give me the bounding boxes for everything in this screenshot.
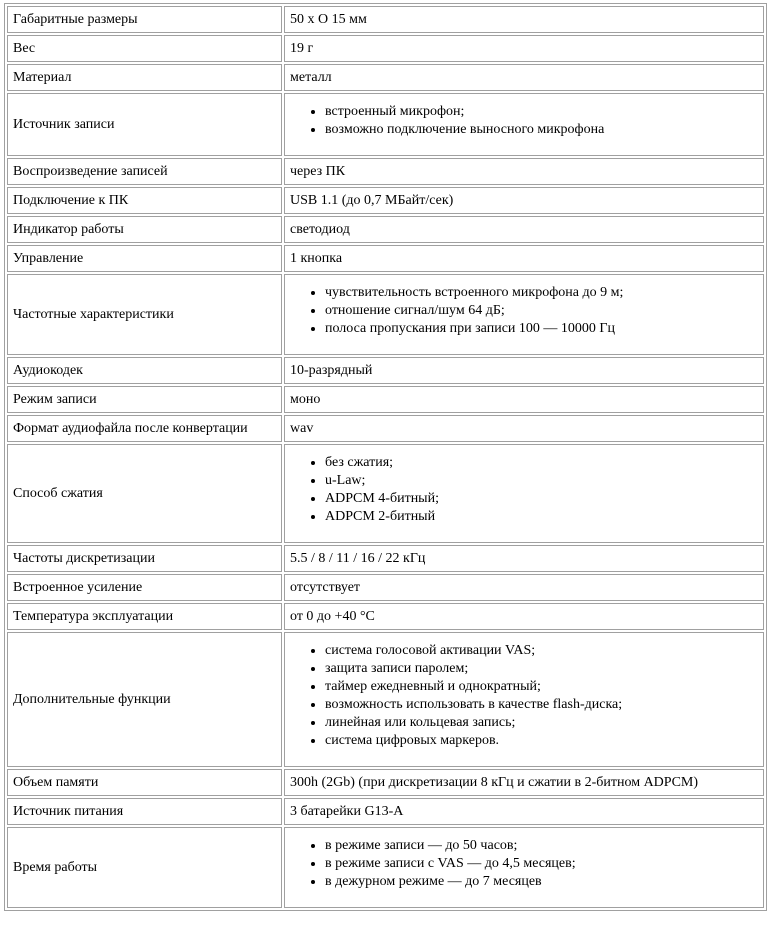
list-item: • в режиме записи — до 50 часов; — [325, 837, 758, 855]
spec-value: 3 батарейки G13-A — [284, 798, 764, 825]
spec-label: Индикатор работы — [7, 216, 282, 243]
spec-value: USB 1.1 (до 0,7 МБайт/сек) — [284, 187, 764, 214]
spec-value: моно — [284, 386, 764, 413]
spec-value-list — [290, 837, 758, 891]
specifications-body — [7, 6, 764, 908]
spec-label: Управление — [7, 245, 282, 272]
spec-value: через ПК — [284, 158, 764, 185]
spec-label: Источник записи — [7, 93, 282, 156]
spec-value: 5.5 / 8 / 11 / 16 / 22 кГц — [284, 545, 764, 572]
spec-label: Источник питания — [7, 798, 282, 825]
list-item: • линейная или кольцевая запись; — [325, 714, 758, 732]
spec-value-list — [290, 454, 758, 526]
table-row — [7, 158, 764, 185]
table-row — [7, 444, 764, 543]
spec-value-list — [290, 642, 758, 750]
specifications-table — [4, 3, 767, 911]
table-row — [7, 35, 764, 62]
list-item: • возможность использовать в качестве flash-диска; — [325, 696, 758, 714]
spec-label: Формат аудиофайла после конвертации — [7, 415, 282, 442]
table-row — [7, 545, 764, 572]
spec-value: отсутствует — [284, 574, 764, 601]
list-item: • система цифровых маркеров. — [325, 732, 758, 750]
spec-value — [284, 827, 764, 908]
spec-label: Способ сжатия — [7, 444, 282, 543]
table-row — [7, 415, 764, 442]
list-item: • таймер ежедневный и однократный; — [325, 678, 758, 696]
table-row — [7, 357, 764, 384]
spec-label: Аудиокодек — [7, 357, 282, 384]
table-row — [7, 245, 764, 272]
table-row — [7, 632, 764, 767]
spec-value-list — [290, 103, 758, 139]
list-item: • защита записи паролем; — [325, 660, 758, 678]
list-item: • система голосовой активации VAS; — [325, 642, 758, 660]
spec-label: Режим записи — [7, 386, 282, 413]
table-row — [7, 64, 764, 91]
table-row — [7, 274, 764, 355]
spec-value — [284, 632, 764, 767]
spec-value: wav — [284, 415, 764, 442]
spec-label: Температура эксплуатации — [7, 603, 282, 630]
table-row — [7, 6, 764, 33]
table-row — [7, 93, 764, 156]
spec-label: Частоты дискретизации — [7, 545, 282, 572]
table-row — [7, 574, 764, 601]
table-row — [7, 769, 764, 796]
table-row — [7, 603, 764, 630]
spec-label: Дополнительные функции — [7, 632, 282, 767]
list-item: • в дежурном режиме — до 7 месяцев — [325, 873, 758, 891]
table-row — [7, 386, 764, 413]
list-item: • возможно подключение выносного микрофона — [325, 121, 758, 139]
spec-label: Материал — [7, 64, 282, 91]
spec-value — [284, 93, 764, 156]
list-item: • без сжатия; — [325, 454, 758, 472]
spec-label: Воспроизведение записей — [7, 158, 282, 185]
spec-value-list — [290, 284, 758, 338]
list-item: • ADPCM 2-битный — [325, 508, 758, 526]
spec-value: 19 г — [284, 35, 764, 62]
spec-value — [284, 274, 764, 355]
table-row — [7, 827, 764, 908]
list-item: • встроенный микрофон; — [325, 103, 758, 121]
list-item: • полоса пропускания при записи 100 — 10000 Гц — [325, 320, 758, 338]
spec-value — [284, 444, 764, 543]
spec-label: Время работы — [7, 827, 282, 908]
spec-value: 1 кнопка — [284, 245, 764, 272]
spec-value: 300h (2Gb) (при дискретизации 8 кГц и сжатии в 2-битном ADPCM) — [284, 769, 764, 796]
list-item: • отношение сигнал/шум 64 дБ; — [325, 302, 758, 320]
table-row — [7, 187, 764, 214]
list-item: • u-Law; — [325, 472, 758, 490]
list-item: • чувствительность встроенного микрофона до 9 м; — [325, 284, 758, 302]
spec-value: 10-разрядный — [284, 357, 764, 384]
spec-label: Подключение к ПК — [7, 187, 282, 214]
spec-label: Встроенное усиление — [7, 574, 282, 601]
table-row — [7, 798, 764, 825]
spec-value: от 0 до +40 °C — [284, 603, 764, 630]
spec-label: Объем памяти — [7, 769, 282, 796]
list-item: • в режиме записи с VAS — до 4,5 месяцев; — [325, 855, 758, 873]
spec-label: Габаритные размеры — [7, 6, 282, 33]
spec-value: светодиод — [284, 216, 764, 243]
spec-label: Вес — [7, 35, 282, 62]
spec-label: Частотные характеристики — [7, 274, 282, 355]
list-item: • ADPCM 4-битный; — [325, 490, 758, 508]
spec-value: 50 х О 15 мм — [284, 6, 764, 33]
table-row — [7, 216, 764, 243]
spec-value: металл — [284, 64, 764, 91]
